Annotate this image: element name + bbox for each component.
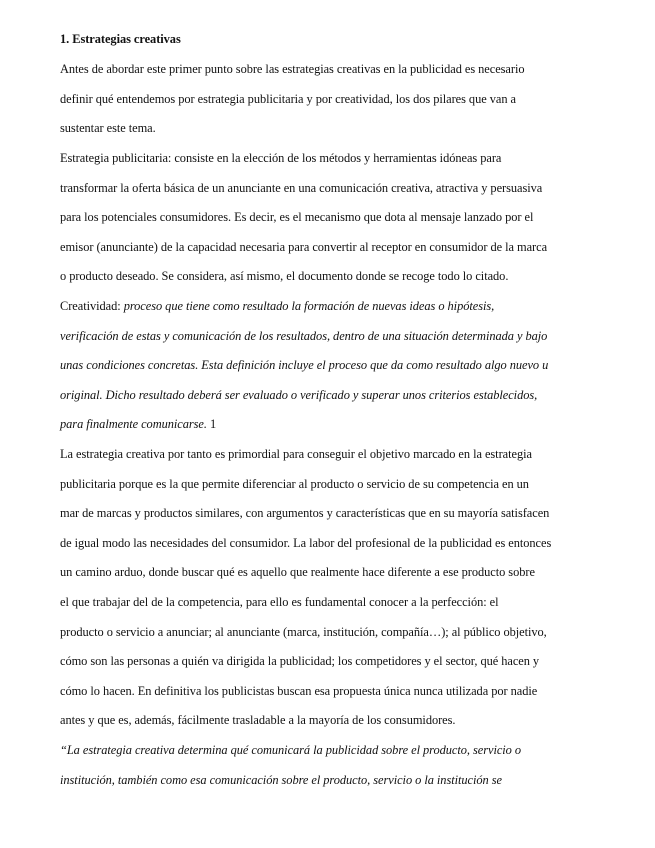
- creative-strategy-line: antes y que es, además, fácilmente trasladable a la mayoría de los consumidores.: [60, 713, 456, 727]
- creativity-definition-line: verificación de estas y comunicación de los resultados, dentro de una situación determinada y bajo: [60, 329, 548, 343]
- strategy-definition-line: para los potenciales consumidores. Es decir, es el mecanismo que dota al mensaje lanzado por el: [60, 210, 534, 224]
- strategy-definition-line: emisor (anunciante) de la capacidad necesaria para convertir al receptor en consumidor de la marca: [60, 240, 548, 254]
- quote-line: “La estrategia creativa determina qué comunicará la publicidad sobre el producto, servicio o: [60, 743, 522, 757]
- creativity-label: Creatividad:: [60, 299, 124, 313]
- creative-strategy-line: La estrategia creativa por tanto es primordial para conseguir el objetivo marcado en la estrategia: [60, 447, 532, 461]
- creative-strategy-line: mar de marcas y productos similares, con argumentos y características que en su mayoría satisfacen: [60, 506, 550, 520]
- intro-line: definir qué entendemos por estrategia publicitaria y por creatividad, los dos pilares que van a: [60, 92, 516, 106]
- strategy-definition-line: o producto deseado. Se considera, así mismo, el documento donde se recoge todo lo citado.: [60, 269, 509, 283]
- creative-strategy-line: publicitaria porque es la que permite diferenciar al producto o servicio de su competencia en un: [60, 477, 529, 491]
- creativity-text: proceso que tiene como resultado la formación de nuevas ideas o hipótesis,: [123, 299, 495, 313]
- creativity-definition-line: [60, 298, 600, 314]
- footnote-reference: 1: [206, 417, 217, 431]
- creative-strategy-line: producto o servicio a anunciar; al anunciante (marca, institución, compañía…); al público objetivo,: [60, 625, 547, 639]
- creative-strategy-line: de igual modo las necesidades del consumidor. La labor del profesional de la publicidad es entonces: [60, 536, 552, 550]
- creativity-text: para finalmente comunicarse.: [60, 417, 207, 431]
- strategy-definition-line: transformar la oferta básica de un anunciante en una comunicación creativa, atractiva y persuasiva: [60, 181, 543, 195]
- creative-strategy-line: cómo lo hacen. En definitiva los publicistas buscan esa propuesta única nunca utilizada por nadie: [60, 684, 538, 698]
- quote-line: institución, también como esa comunicación sobre el producto, servicio o la institución se: [60, 773, 502, 787]
- creativity-definition-line: original. Dicho resultado deberá ser evaluado o verificado y superar unos criterios establecidos,: [60, 388, 538, 402]
- strategy-definition-line: Estrategia publicitaria: consiste en la elección de los métodos y herramientas idóneas para: [60, 151, 502, 165]
- creative-strategy-line: el que trabajar del de la competencia, para ello es fundamental conocer a la perfección: el: [60, 595, 499, 609]
- intro-line: Antes de abordar este primer punto sobre las estrategias creativas en la publicidad es necesario: [60, 62, 525, 76]
- intro-line: sustentar este tema.: [60, 121, 156, 135]
- section-heading: 1. Estrategias creativas: [60, 32, 181, 46]
- creativity-definition-line: unas condiciones concretas. Esta definición incluye el proceso que da como resultado algo nuevo u: [60, 358, 549, 372]
- creative-strategy-line: cómo son las personas a quién va dirigida la publicidad; los competidores y el sector, qué hacen y: [60, 654, 540, 668]
- creativity-definition-line: [60, 416, 600, 432]
- creative-strategy-line: un camino arduo, donde buscar qué es aquello que realmente hace diferente a ese producto sobre: [60, 565, 535, 579]
